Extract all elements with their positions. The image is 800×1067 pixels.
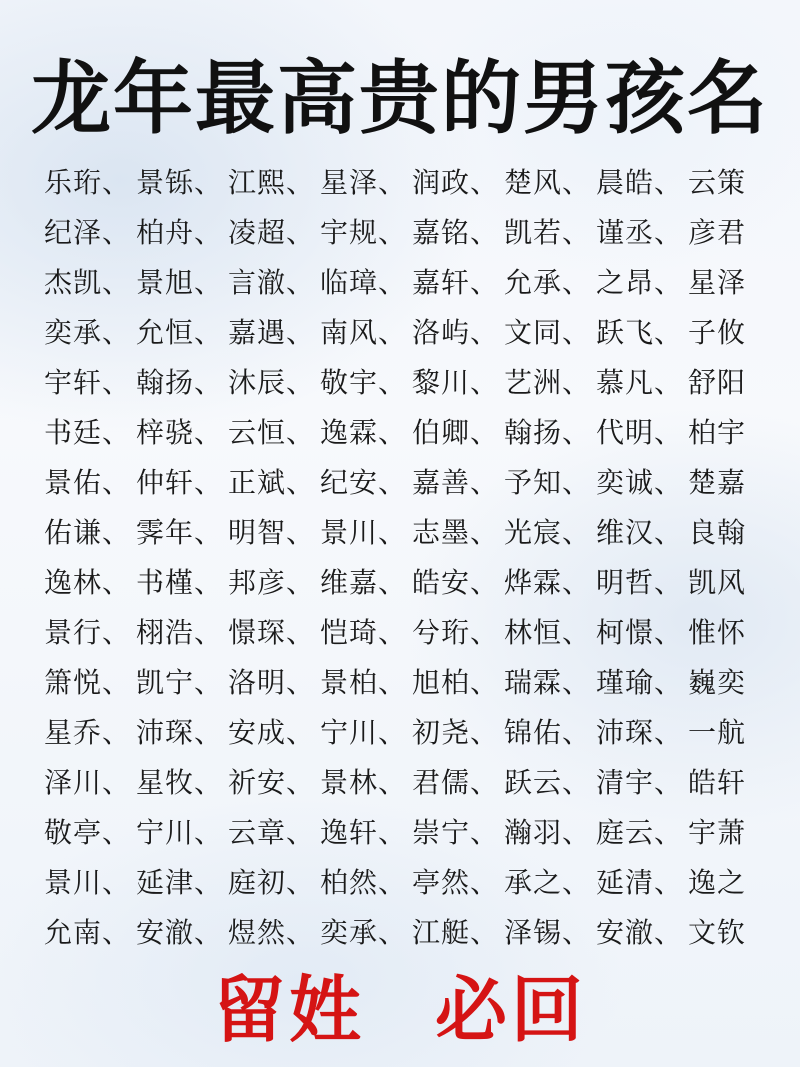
name-item: 烨霖、 bbox=[504, 566, 592, 599]
name-separator: 、 bbox=[194, 316, 224, 349]
name-item: 纪泽、 bbox=[44, 216, 132, 249]
name-separator: 、 bbox=[470, 666, 500, 699]
name-separator: 、 bbox=[562, 216, 592, 249]
name-separator: 、 bbox=[378, 316, 408, 349]
name-separator: 、 bbox=[654, 866, 684, 899]
name-item: 泽锡、 bbox=[504, 916, 592, 949]
name-separator: 、 bbox=[654, 666, 684, 699]
name-separator: 、 bbox=[562, 766, 592, 799]
name-item: 惟怀 bbox=[688, 616, 747, 649]
name-item: 安澈、 bbox=[136, 916, 224, 949]
name-item: 祈安、 bbox=[228, 766, 316, 799]
name-item: 洛明、 bbox=[228, 666, 316, 699]
name-row bbox=[44, 408, 774, 458]
name-item: 宇轩、 bbox=[44, 366, 132, 399]
name-item: 景佑、 bbox=[44, 466, 132, 499]
name-separator: 、 bbox=[654, 566, 684, 599]
name-item: 维嘉、 bbox=[320, 566, 408, 599]
name-separator: 、 bbox=[562, 366, 592, 399]
name-row bbox=[44, 258, 774, 308]
name-item: 奕诚、 bbox=[596, 466, 684, 499]
name-item: 凌超、 bbox=[228, 216, 316, 249]
name-separator: 、 bbox=[562, 416, 592, 449]
name-separator: 、 bbox=[562, 666, 592, 699]
name-item: 泽川、 bbox=[44, 766, 132, 799]
name-separator: 、 bbox=[378, 666, 408, 699]
name-item: 霁年、 bbox=[136, 516, 224, 549]
name-item: 星泽 bbox=[688, 266, 747, 299]
name-item: 承之、 bbox=[504, 866, 592, 899]
name-item: 锦佑、 bbox=[504, 716, 592, 749]
name-item: 恺琦、 bbox=[320, 616, 408, 649]
name-item: 景行、 bbox=[44, 616, 132, 649]
name-item: 楚风、 bbox=[504, 166, 592, 199]
name-item: 谨丞、 bbox=[596, 216, 684, 249]
name-separator: 、 bbox=[286, 716, 316, 749]
name-item: 庭初、 bbox=[228, 866, 316, 899]
name-item: 正斌、 bbox=[228, 466, 316, 499]
name-item: 嘉善、 bbox=[412, 466, 500, 499]
name-separator: 、 bbox=[286, 216, 316, 249]
name-separator: 、 bbox=[378, 566, 408, 599]
name-item: 江艇、 bbox=[412, 916, 500, 949]
name-separator: 、 bbox=[378, 916, 408, 949]
name-separator: 、 bbox=[470, 916, 500, 949]
name-separator: 、 bbox=[470, 216, 500, 249]
name-item: 之昂、 bbox=[596, 266, 684, 299]
name-separator: 、 bbox=[654, 316, 684, 349]
name-row bbox=[44, 608, 774, 658]
name-separator: 、 bbox=[378, 816, 408, 849]
name-item: 嘉铭、 bbox=[412, 216, 500, 249]
name-row bbox=[44, 658, 774, 708]
name-separator: 、 bbox=[102, 566, 132, 599]
name-item: 代明、 bbox=[596, 416, 684, 449]
name-item: 允恒、 bbox=[136, 316, 224, 349]
name-item: 崇宁、 bbox=[412, 816, 500, 849]
name-separator: 、 bbox=[378, 216, 408, 249]
name-item: 君儒、 bbox=[412, 766, 500, 799]
name-item: 敬亭、 bbox=[44, 816, 132, 849]
name-item: 景铄、 bbox=[136, 166, 224, 199]
name-separator: 、 bbox=[654, 716, 684, 749]
name-separator: 、 bbox=[470, 566, 500, 599]
name-item: 书廷、 bbox=[44, 416, 132, 449]
name-item: 景柏、 bbox=[320, 666, 408, 699]
name-row bbox=[44, 508, 774, 558]
name-separator: 、 bbox=[378, 766, 408, 799]
name-separator: 、 bbox=[194, 366, 224, 399]
name-separator: 、 bbox=[194, 616, 224, 649]
name-item: 沐辰、 bbox=[228, 366, 316, 399]
name-separator: 、 bbox=[102, 666, 132, 699]
name-item: 林恒、 bbox=[504, 616, 592, 649]
name-item: 润政、 bbox=[412, 166, 500, 199]
name-item: 仲轩、 bbox=[136, 466, 224, 499]
name-separator: 、 bbox=[286, 416, 316, 449]
name-item: 栩浩、 bbox=[136, 616, 224, 649]
name-separator: 、 bbox=[102, 616, 132, 649]
name-separator: 、 bbox=[654, 816, 684, 849]
name-separator: 、 bbox=[562, 516, 592, 549]
name-item: 宇规、 bbox=[320, 216, 408, 249]
name-item: 光宸、 bbox=[504, 516, 592, 549]
name-row bbox=[44, 458, 774, 508]
name-row bbox=[44, 858, 774, 908]
name-separator: 、 bbox=[654, 216, 684, 249]
name-item: 允南、 bbox=[44, 916, 132, 949]
name-item: 皓安、 bbox=[412, 566, 500, 599]
name-item: 艺洲、 bbox=[504, 366, 592, 399]
name-separator: 、 bbox=[654, 466, 684, 499]
name-separator: 、 bbox=[378, 266, 408, 299]
name-separator: 、 bbox=[470, 466, 500, 499]
name-separator: 、 bbox=[470, 866, 500, 899]
name-separator: 、 bbox=[194, 516, 224, 549]
name-item: 煜然、 bbox=[228, 916, 316, 949]
name-item: 景旭、 bbox=[136, 266, 224, 299]
name-separator: 、 bbox=[102, 166, 132, 199]
name-separator: 、 bbox=[102, 416, 132, 449]
name-item: 一航 bbox=[688, 716, 747, 749]
name-item: 黎川、 bbox=[412, 366, 500, 399]
name-separator: 、 bbox=[102, 316, 132, 349]
name-separator: 、 bbox=[378, 166, 408, 199]
name-item: 翰扬、 bbox=[504, 416, 592, 449]
name-item: 慕凡、 bbox=[596, 366, 684, 399]
name-separator: 、 bbox=[102, 466, 132, 499]
name-item: 逸轩、 bbox=[320, 816, 408, 849]
name-item: 云章、 bbox=[228, 816, 316, 849]
name-separator: 、 bbox=[194, 666, 224, 699]
name-separator: 、 bbox=[194, 466, 224, 499]
name-item: 书槿、 bbox=[136, 566, 224, 599]
name-item: 梓骁、 bbox=[136, 416, 224, 449]
name-separator: 、 bbox=[562, 816, 592, 849]
name-row bbox=[44, 808, 774, 858]
name-separator: 、 bbox=[194, 866, 224, 899]
name-item: 晨皓、 bbox=[596, 166, 684, 199]
name-item: 彦君 bbox=[688, 216, 747, 249]
name-separator: 、 bbox=[562, 316, 592, 349]
name-item: 宁川、 bbox=[136, 816, 224, 849]
name-item: 景林、 bbox=[320, 766, 408, 799]
name-row bbox=[44, 758, 774, 808]
name-separator: 、 bbox=[194, 416, 224, 449]
name-separator: 、 bbox=[194, 216, 224, 249]
name-separator: 、 bbox=[378, 516, 408, 549]
name-item: 清宇、 bbox=[596, 766, 684, 799]
name-item: 子攸 bbox=[688, 316, 747, 349]
name-separator: 、 bbox=[286, 616, 316, 649]
name-item: 凯宁、 bbox=[136, 666, 224, 699]
name-item: 纪安、 bbox=[320, 466, 408, 499]
name-separator: 、 bbox=[102, 366, 132, 399]
name-separator: 、 bbox=[654, 916, 684, 949]
name-separator: 、 bbox=[286, 266, 316, 299]
name-item: 邦彦、 bbox=[228, 566, 316, 599]
name-item: 楚嘉 bbox=[688, 466, 747, 499]
name-item: 允承、 bbox=[504, 266, 592, 299]
name-separator: 、 bbox=[654, 166, 684, 199]
name-separator: 、 bbox=[194, 816, 224, 849]
names-grid bbox=[44, 158, 774, 958]
name-item: 奕承、 bbox=[320, 916, 408, 949]
name-separator: 、 bbox=[378, 716, 408, 749]
name-separator: 、 bbox=[470, 516, 500, 549]
page-title: 龙年最高贵的男孩名 bbox=[31, 51, 769, 145]
name-item: 延津、 bbox=[136, 866, 224, 899]
name-item: 伯卿、 bbox=[412, 416, 500, 449]
name-item: 明智、 bbox=[228, 516, 316, 549]
name-item: 言澈、 bbox=[228, 266, 316, 299]
name-item: 逸霖、 bbox=[320, 416, 408, 449]
name-separator: 、 bbox=[562, 716, 592, 749]
name-separator: 、 bbox=[562, 266, 592, 299]
name-item: 跃飞、 bbox=[596, 316, 684, 349]
name-separator: 、 bbox=[286, 666, 316, 699]
footer-right-text: 必回 bbox=[435, 968, 588, 1052]
name-item: 柏舟、 bbox=[136, 216, 224, 249]
name-item: 柯憬、 bbox=[596, 616, 684, 649]
name-item: 杰凯、 bbox=[44, 266, 132, 299]
footer-left-text: 留姓 bbox=[212, 968, 365, 1052]
name-item: 柏然、 bbox=[320, 866, 408, 899]
name-separator: 、 bbox=[286, 466, 316, 499]
name-separator: 、 bbox=[378, 466, 408, 499]
name-item: 兮珩、 bbox=[412, 616, 500, 649]
name-separator: 、 bbox=[286, 316, 316, 349]
name-separator: 、 bbox=[562, 566, 592, 599]
name-item: 文钦 bbox=[688, 916, 747, 949]
name-separator: 、 bbox=[654, 366, 684, 399]
name-item: 志墨、 bbox=[412, 516, 500, 549]
name-separator: 、 bbox=[378, 616, 408, 649]
name-row bbox=[44, 708, 774, 758]
name-item: 乐珩、 bbox=[44, 166, 132, 199]
name-separator: 、 bbox=[194, 766, 224, 799]
name-item: 瀚羽、 bbox=[504, 816, 592, 849]
name-separator: 、 bbox=[286, 766, 316, 799]
name-item: 宁川、 bbox=[320, 716, 408, 749]
name-separator: 、 bbox=[654, 516, 684, 549]
name-item: 皓轩 bbox=[688, 766, 747, 799]
name-separator: 、 bbox=[102, 866, 132, 899]
name-separator: 、 bbox=[562, 166, 592, 199]
name-separator: 、 bbox=[102, 266, 132, 299]
name-separator: 、 bbox=[562, 916, 592, 949]
name-separator: 、 bbox=[470, 366, 500, 399]
name-item: 舒阳 bbox=[688, 366, 747, 399]
name-separator: 、 bbox=[194, 916, 224, 949]
name-item: 逸之 bbox=[688, 866, 747, 899]
name-separator: 、 bbox=[562, 616, 592, 649]
name-item: 旭柏、 bbox=[412, 666, 500, 699]
name-separator: 、 bbox=[470, 766, 500, 799]
footer-call-to-action bbox=[0, 968, 800, 1052]
name-item: 安成、 bbox=[228, 716, 316, 749]
name-row bbox=[44, 208, 774, 258]
name-item: 凯若、 bbox=[504, 216, 592, 249]
name-item: 凯风 bbox=[688, 566, 747, 599]
name-item: 庭云、 bbox=[596, 816, 684, 849]
name-row bbox=[44, 358, 774, 408]
name-item: 文同、 bbox=[504, 316, 592, 349]
name-separator: 、 bbox=[194, 566, 224, 599]
name-item: 嘉遇、 bbox=[228, 316, 316, 349]
name-separator: 、 bbox=[194, 716, 224, 749]
name-separator: 、 bbox=[286, 916, 316, 949]
name-separator: 、 bbox=[286, 166, 316, 199]
name-separator: 、 bbox=[286, 566, 316, 599]
name-item: 景川、 bbox=[44, 866, 132, 899]
name-item: 敬宇、 bbox=[320, 366, 408, 399]
name-item: 予知、 bbox=[504, 466, 592, 499]
name-item: 巍奕 bbox=[688, 666, 747, 699]
name-separator: 、 bbox=[286, 866, 316, 899]
name-separator: 、 bbox=[286, 516, 316, 549]
name-item: 沛琛、 bbox=[596, 716, 684, 749]
name-separator: 、 bbox=[654, 416, 684, 449]
name-item: 星乔、 bbox=[44, 716, 132, 749]
name-item: 佑谦、 bbox=[44, 516, 132, 549]
name-separator: 、 bbox=[102, 766, 132, 799]
name-item: 逸林、 bbox=[44, 566, 132, 599]
name-item: 临璋、 bbox=[320, 266, 408, 299]
name-row bbox=[44, 308, 774, 358]
name-item: 星牧、 bbox=[136, 766, 224, 799]
name-item: 南风、 bbox=[320, 316, 408, 349]
name-separator: 、 bbox=[654, 616, 684, 649]
name-item: 箫悦、 bbox=[44, 666, 132, 699]
name-item: 跃云、 bbox=[504, 766, 592, 799]
name-separator: 、 bbox=[470, 316, 500, 349]
name-separator: 、 bbox=[286, 366, 316, 399]
name-item: 奕承、 bbox=[44, 316, 132, 349]
name-item: 明哲、 bbox=[596, 566, 684, 599]
name-item: 嘉轩、 bbox=[412, 266, 500, 299]
name-separator: 、 bbox=[470, 416, 500, 449]
name-item: 良翰 bbox=[688, 516, 747, 549]
name-item: 安澈、 bbox=[596, 916, 684, 949]
name-item: 云策 bbox=[688, 166, 747, 199]
name-separator: 、 bbox=[562, 466, 592, 499]
name-item: 江熙、 bbox=[228, 166, 316, 199]
name-separator: 、 bbox=[470, 266, 500, 299]
name-item: 亭然、 bbox=[412, 866, 500, 899]
name-separator: 、 bbox=[194, 266, 224, 299]
name-item: 憬琛、 bbox=[228, 616, 316, 649]
name-separator: 、 bbox=[102, 816, 132, 849]
name-separator: 、 bbox=[470, 166, 500, 199]
name-item: 洛屿、 bbox=[412, 316, 500, 349]
name-separator: 、 bbox=[286, 816, 316, 849]
name-item: 初尧、 bbox=[412, 716, 500, 749]
name-item: 宇萧 bbox=[688, 816, 747, 849]
name-item: 景川、 bbox=[320, 516, 408, 549]
name-item: 云恒、 bbox=[228, 416, 316, 449]
name-item: 柏宇 bbox=[688, 416, 747, 449]
name-row bbox=[44, 158, 774, 208]
name-separator: 、 bbox=[470, 816, 500, 849]
name-item: 瑞霖、 bbox=[504, 666, 592, 699]
name-item: 翰扬、 bbox=[136, 366, 224, 399]
name-item: 瑾瑜、 bbox=[596, 666, 684, 699]
name-separator: 、 bbox=[562, 866, 592, 899]
name-separator: 、 bbox=[102, 916, 132, 949]
name-item: 沛琛、 bbox=[136, 716, 224, 749]
name-separator: 、 bbox=[194, 166, 224, 199]
name-separator: 、 bbox=[102, 716, 132, 749]
name-row bbox=[44, 908, 774, 958]
name-row bbox=[44, 558, 774, 608]
name-separator: 、 bbox=[102, 516, 132, 549]
name-separator: 、 bbox=[378, 416, 408, 449]
name-item: 维汉、 bbox=[596, 516, 684, 549]
name-separator: 、 bbox=[470, 616, 500, 649]
name-item: 延清、 bbox=[596, 866, 684, 899]
name-separator: 、 bbox=[102, 216, 132, 249]
name-separator: 、 bbox=[654, 266, 684, 299]
name-separator: 、 bbox=[378, 366, 408, 399]
name-item: 星泽、 bbox=[320, 166, 408, 199]
name-separator: 、 bbox=[378, 866, 408, 899]
name-separator: 、 bbox=[470, 716, 500, 749]
name-separator: 、 bbox=[654, 766, 684, 799]
